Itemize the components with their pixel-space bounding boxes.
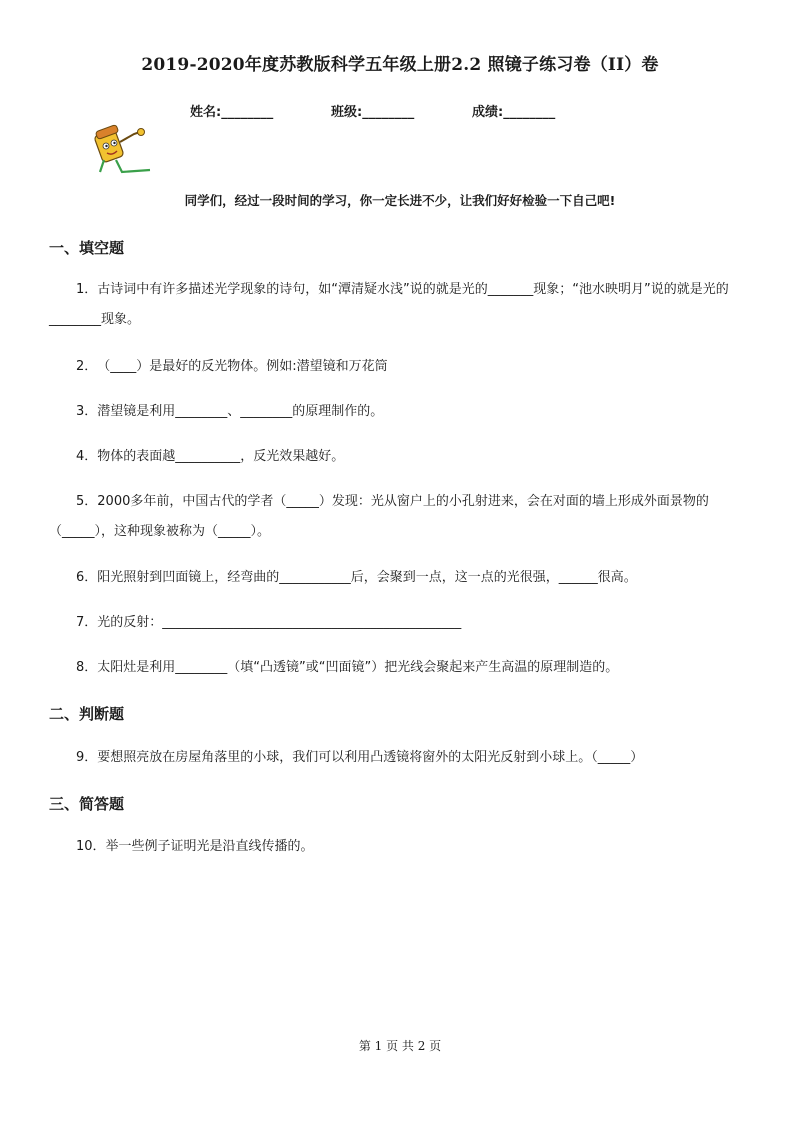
question-text: 光的反射：______________________________________________ [97,615,462,630]
page-footer: 第 1 页 共 2 页 [358,1039,442,1053]
question-number: 4． [76,449,98,464]
question-number: 10． [76,839,106,854]
question-3 [49,397,754,427]
question-4 [49,442,754,472]
question-6 [49,563,754,593]
question-2 [49,352,754,382]
section-fill-blank: 一、填空题 [49,239,125,257]
question-number: 2． [76,359,98,374]
name-field[interactable]: 姓名:________ [190,105,274,120]
question-text: （____）是最好的反光物体。例如:潜望镜和万花筒 [97,359,388,374]
question-number: 1． [76,282,98,297]
question-number: 7． [76,615,98,630]
question-8 [49,653,754,683]
question-text: 阳光照射到凹面镜上，经弯曲的___________后，会聚到一点，这一点的光很强，______很高。 [97,570,637,585]
section-short-answer: 三、简答题 [49,795,125,813]
page-title: 2019-2020年度苏教版科学五年级上册2.2 照镜子练习卷（II）卷 [141,55,659,75]
question-text: 潜望镜是利用________、________的原理制作的。 [97,404,384,419]
question-5 [49,487,754,547]
question-number: 3． [76,404,98,419]
question-7 [49,608,754,638]
question-text: 物体的表面越__________，反光效果越好。 [97,449,345,464]
question-number: 6． [76,570,98,585]
pencil-mascot-icon [90,122,160,178]
question-text: 2000多年前，中国古代的学者（_____）发现：光从窗户上的小孔射进来，会在对面的墙上形成外面景物的（_____），这种现象被称为（_____）。 [49,494,709,539]
class-field[interactable]: 班级:________ [331,105,415,120]
question-text: 古诗词中有许多描述光学现象的诗句，如“潭清疑水浅”说的就是光的_______现象；“池水映明月”说的就是光的________现象。 [49,282,729,327]
question-9 [49,743,754,773]
question-10 [49,832,754,862]
score-field[interactable]: 成绩:________ [472,105,556,120]
section-true-false: 二、判断题 [49,705,125,723]
question-number: 9． [76,750,98,765]
greeting-text: 同学们，经过一段时间的学习，你一定长进不少，让我们好好检验一下自己吧! [184,193,616,208]
question-text: 太阳灶是利用________（填“凸透镜”或“凹面镜”）把光线会聚起来产生高温的原理制造的。 [97,660,619,675]
question-number: 8． [76,660,98,675]
question-text: 要想照亮放在房屋角落里的小球，我们可以利用凸透镜将窗外的太阳光反射到小球上。（_____） [97,750,644,765]
question-1 [49,275,754,335]
question-number: 5． [76,494,98,509]
question-text: 举一些例子证明光是沿直线传播的。 [105,839,314,854]
